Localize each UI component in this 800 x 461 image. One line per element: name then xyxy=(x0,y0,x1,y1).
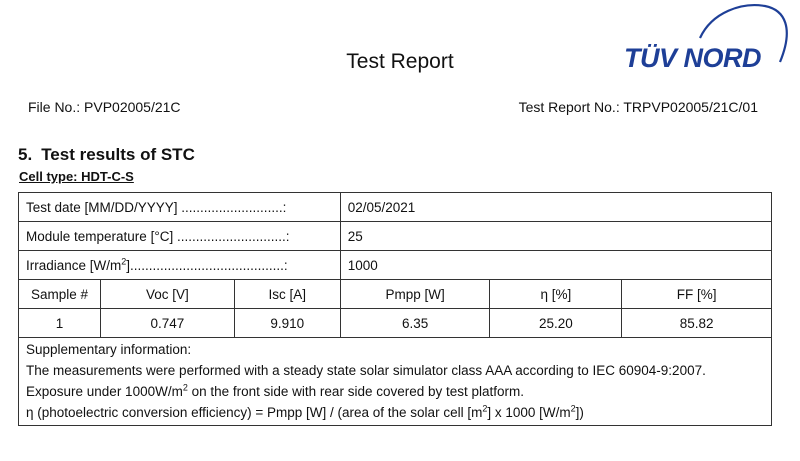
supplementary-heading: Supplementary information: xyxy=(26,342,192,357)
cell-eta: 25.20 xyxy=(490,309,622,338)
supplementary-line-1: The measurements were performed with a steady state solar simulator class AAA according to IEC 60904-9:2007. xyxy=(26,363,706,378)
header-voc: Voc [V] xyxy=(100,280,234,309)
module-temperature-label: Module temperature [°C] .............................: xyxy=(19,222,341,251)
cell-isc: 9.910 xyxy=(234,309,340,338)
module-temperature-value: 25 xyxy=(340,222,771,251)
document-title: Test Report xyxy=(346,50,454,73)
info-row xyxy=(19,222,772,251)
supplementary-info xyxy=(19,338,772,426)
header-ff: FF [%] xyxy=(622,280,772,309)
cell-ff: 85.82 xyxy=(622,309,772,338)
supplementary-line-3: η (photoelectric conversion efficiency) = Pmpp [W] / (area of the solar cell $[m^2]$ x 1000 $[W/m^2]$) xyxy=(26,403,584,420)
test-date-label: Test date [MM/DD/YYYY] ...........................: xyxy=(19,193,341,222)
cell-pmpp: 6.35 xyxy=(340,309,490,338)
irradiance-value: 1000 xyxy=(340,251,771,280)
file-number: File No.: PVP02005/21C xyxy=(28,99,181,115)
cell-voc: 0.747 xyxy=(100,309,234,338)
cell-type: Cell type: HDT-C-S xyxy=(19,169,134,184)
cell-sample: 1 xyxy=(19,309,101,338)
stc-results-table xyxy=(18,192,772,426)
irradiance-label: Irradiance $[W/m^2]$.........................................: xyxy=(19,251,341,280)
header-sample: Sample # xyxy=(19,280,101,309)
section-heading xyxy=(18,145,195,165)
tuv-nord-logo xyxy=(600,0,800,90)
report-number: Test Report No.: TRPVP02005/21C/01 xyxy=(518,99,758,115)
logo-text: TÜV NORD xyxy=(624,43,761,73)
info-row xyxy=(19,251,772,280)
section-title: Test results of STC xyxy=(41,145,195,164)
supplementary-row xyxy=(19,338,772,426)
test-date-value: 02/05/2021 xyxy=(340,193,771,222)
supplementary-line-2: Exposure under $1000W/m^2$ on the front side with rear side covered by test platform. xyxy=(26,382,525,399)
header-isc: Isc [A] xyxy=(234,280,340,309)
header-eta: η [%] xyxy=(490,280,622,309)
header-pmpp: Pmpp [W] xyxy=(340,280,490,309)
section-number: 5. xyxy=(18,145,33,164)
results-header-row xyxy=(19,280,772,309)
info-row xyxy=(19,193,772,222)
table-row xyxy=(19,309,772,338)
